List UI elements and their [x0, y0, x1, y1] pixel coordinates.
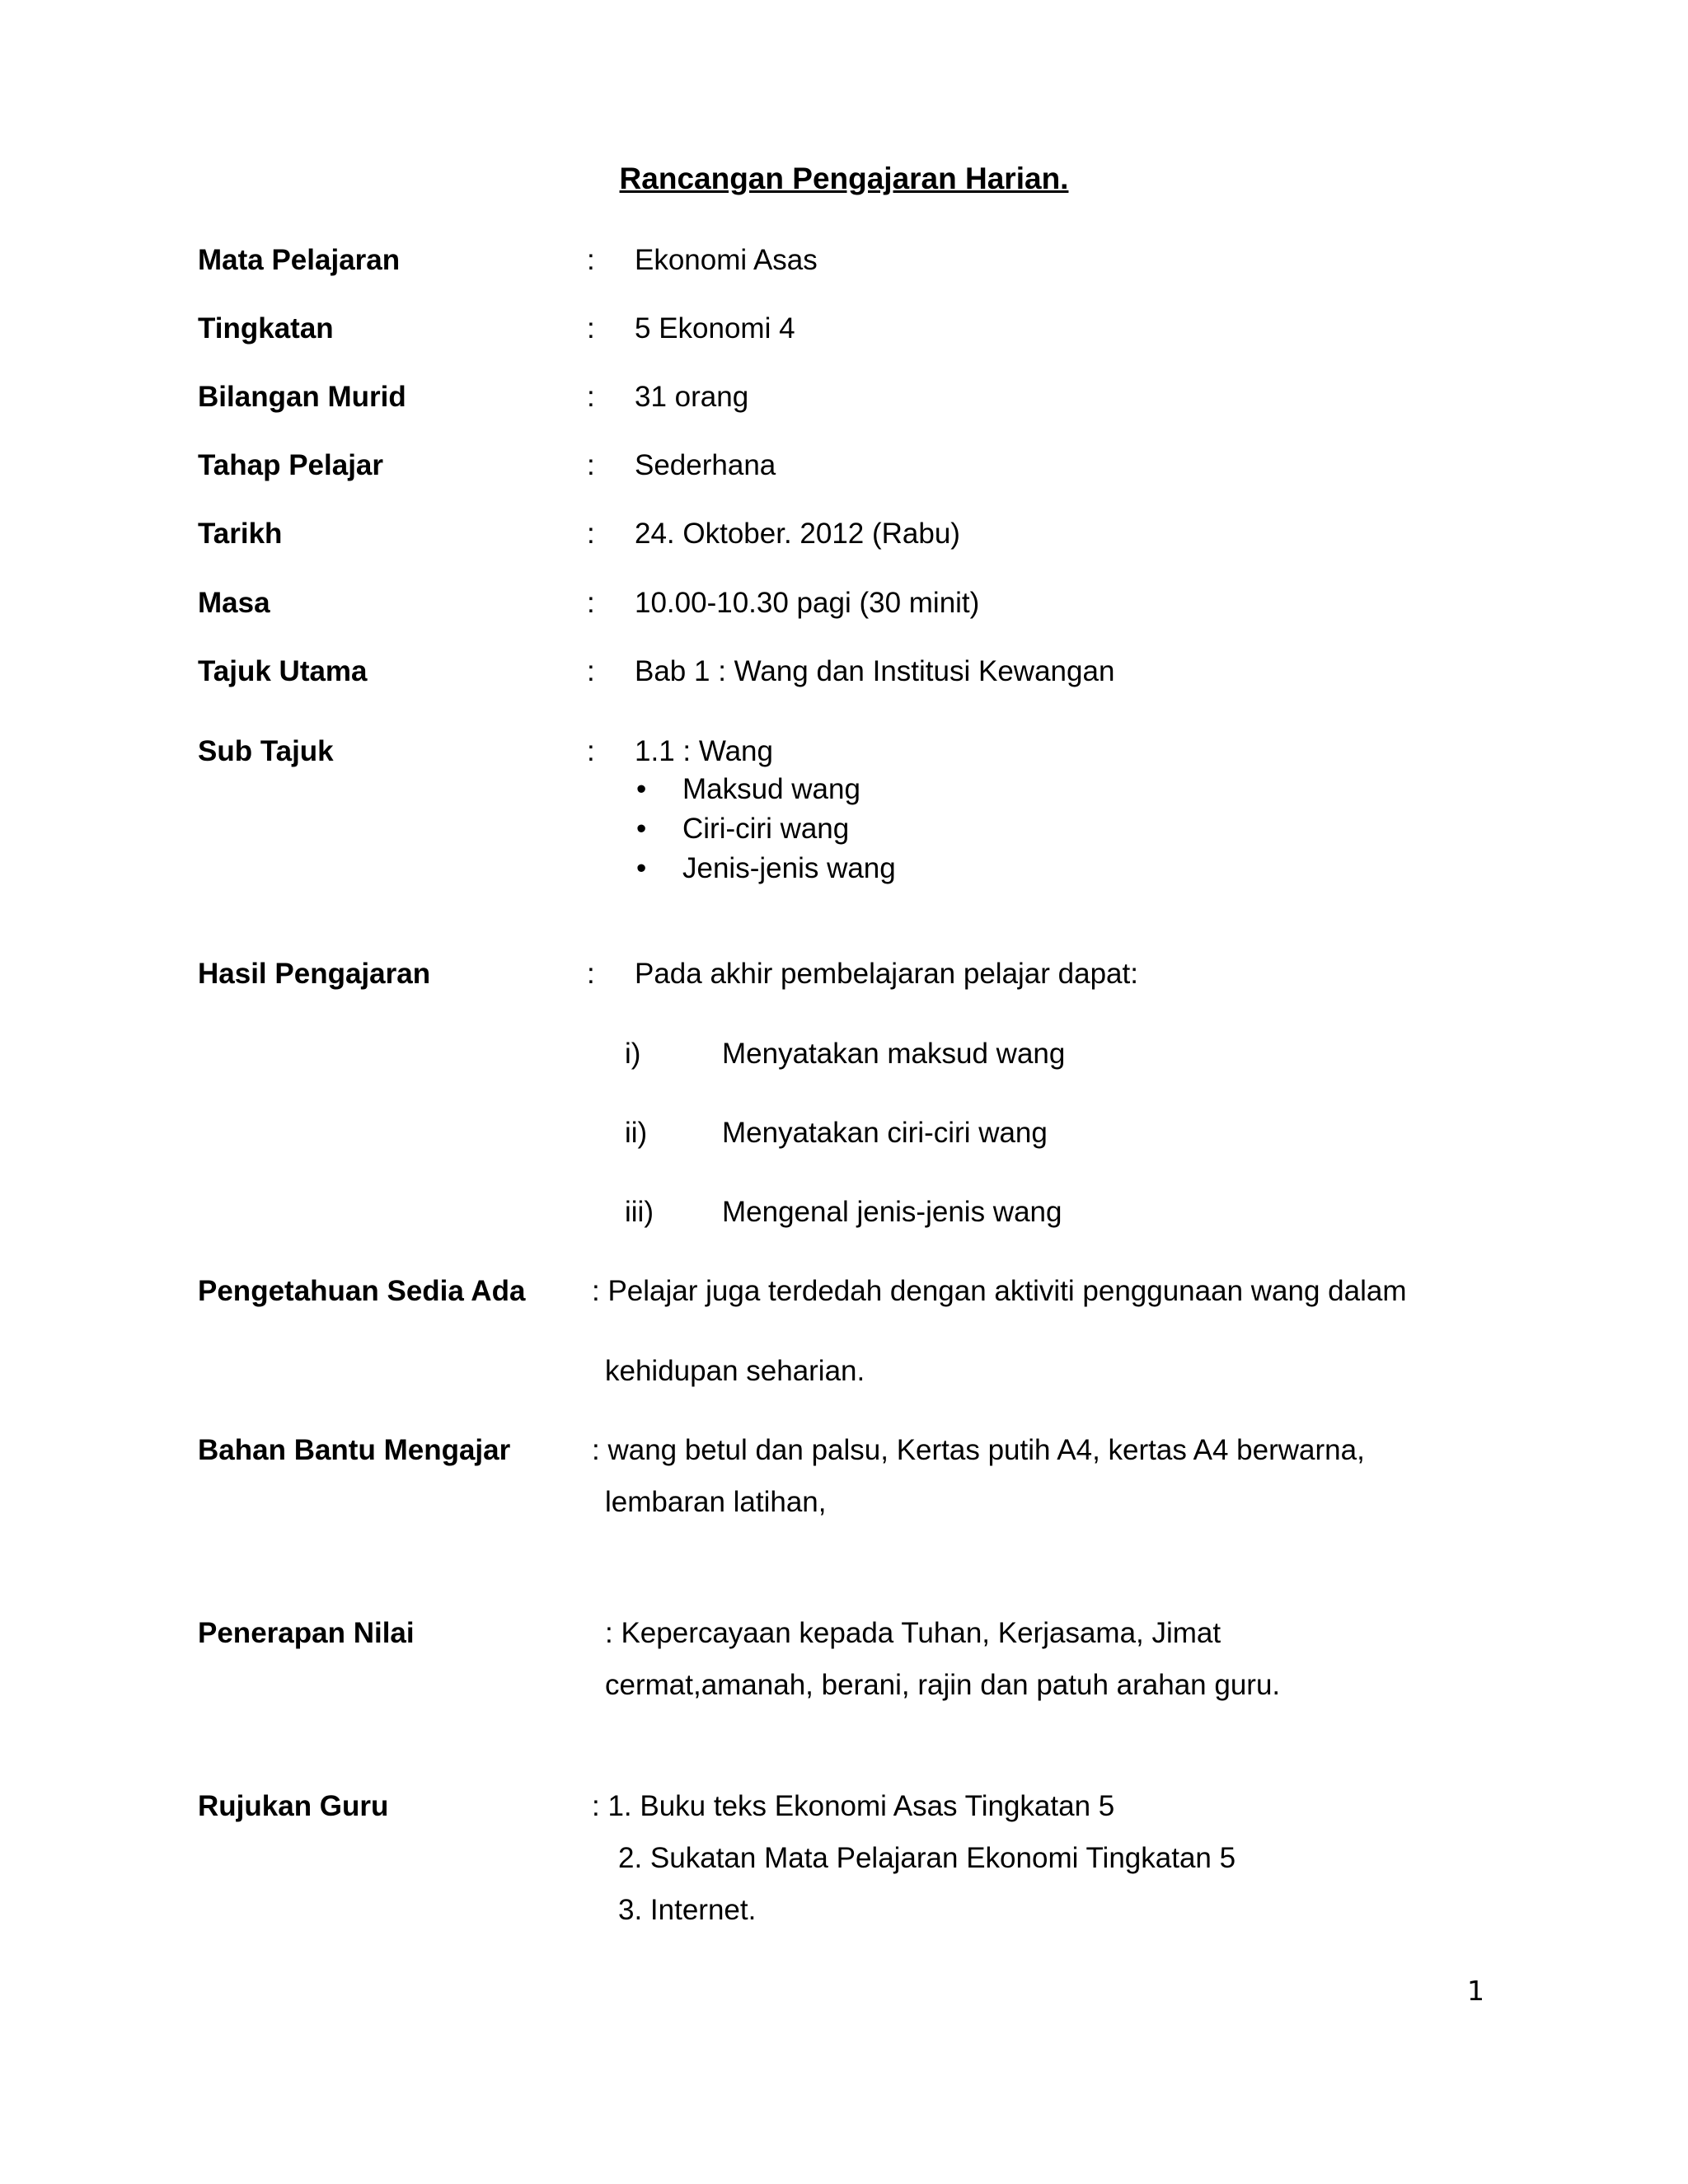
value-pengetahuan-line1: : Pelajar juga terdedah dengan aktiviti penggunaan wang dalam	[592, 1275, 1407, 1307]
value-bahan-bantu-line2: lembaran latihan,	[605, 1486, 827, 1518]
value-rujukan-line1: : 1. Buku teks Ekonomi Asas Tingkatan 5	[592, 1790, 1115, 1822]
list-item: Menyatakan maksud wang	[722, 1038, 1066, 1070]
value-hasil-pengajaran: Pada akhir pembelajaran pelajar dapat:	[635, 958, 1138, 990]
label-tingkatan: Tingkatan	[198, 312, 334, 344]
bullet-icon: •	[636, 852, 647, 884]
label-tahap-pelajar: Tahap Pelajar	[198, 449, 384, 481]
list-item: Maksud wang	[682, 773, 860, 805]
label-sub-tajuk: Sub Tajuk	[198, 735, 334, 767]
label-rujukan-guru: Rujukan Guru	[198, 1790, 389, 1822]
colon: :	[587, 587, 595, 619]
colon: :	[587, 244, 595, 276]
value-tajuk-utama: Bab 1 : Wang dan Institusi Kewangan	[635, 655, 1115, 687]
label-masa: Masa	[198, 587, 270, 619]
list-item: Menyatakan ciri-ciri wang	[722, 1117, 1048, 1149]
list-number: ii)	[625, 1117, 648, 1149]
label-bilangan-murid: Bilangan Murid	[198, 381, 406, 413]
value-tingkatan: 5 Ekonomi 4	[635, 312, 795, 344]
label-mata-pelajaran: Mata Pelajaran	[198, 244, 401, 276]
value-tahap-pelajar: Sederhana	[635, 449, 776, 481]
value-tarikh: 24. Oktober. 2012 (Rabu)	[635, 518, 960, 550]
list-number: iii)	[625, 1196, 654, 1228]
colon: :	[587, 518, 595, 550]
list-number: i)	[625, 1038, 641, 1070]
value-rujukan-line3: 3. Internet.	[618, 1894, 757, 1926]
label-hasil-pengajaran: Hasil Pengajaran	[198, 958, 431, 990]
colon: :	[587, 655, 595, 687]
label-tarikh: Tarikh	[198, 518, 283, 550]
value-penerapan-nilai-line1: : Kepercayaan kepada Tuhan, Kerjasama, Jimat	[605, 1617, 1221, 1649]
bullet-icon: •	[636, 773, 647, 805]
colon: :	[587, 381, 595, 413]
value-penerapan-nilai-line2: cermat,amanah, berani, rajin dan patuh arahan guru.	[605, 1669, 1281, 1701]
document-title: Rancangan Pengajaran Harian.	[619, 162, 1069, 195]
value-bilangan-murid: 31 orang	[635, 381, 749, 413]
value-sub-tajuk: 1.1 : Wang	[635, 735, 773, 767]
page-number: 1	[1467, 1975, 1484, 2007]
colon: :	[587, 312, 595, 344]
value-rujukan-line2: 2. Sukatan Mata Pelajaran Ekonomi Tingkatan 5	[618, 1842, 1236, 1874]
colon: :	[587, 449, 595, 481]
value-mata-pelajaran: Ekonomi Asas	[635, 244, 818, 276]
list-item: Jenis-jenis wang	[682, 852, 896, 884]
colon: :	[587, 735, 595, 767]
label-pengetahuan-sedia-ada: Pengetahuan Sedia Ada	[198, 1275, 526, 1307]
label-bahan-bantu-mengajar: Bahan Bantu Mengajar	[198, 1434, 511, 1466]
colon: :	[587, 958, 595, 990]
label-penerapan-nilai: Penerapan Nilai	[198, 1617, 415, 1649]
value-masa: 10.00-10.30 pagi (30 minit)	[635, 587, 980, 619]
label-tajuk-utama: Tajuk Utama	[198, 655, 368, 687]
list-item: Mengenal jenis-jenis wang	[722, 1196, 1062, 1228]
value-bahan-bantu-line1: : wang betul dan palsu, Kertas putih A4, kertas A4 berwarna,	[592, 1434, 1365, 1466]
list-item: Ciri-ciri wang	[682, 813, 850, 845]
value-pengetahuan-line2: kehidupan seharian.	[605, 1355, 865, 1387]
bullet-icon: •	[636, 813, 647, 845]
